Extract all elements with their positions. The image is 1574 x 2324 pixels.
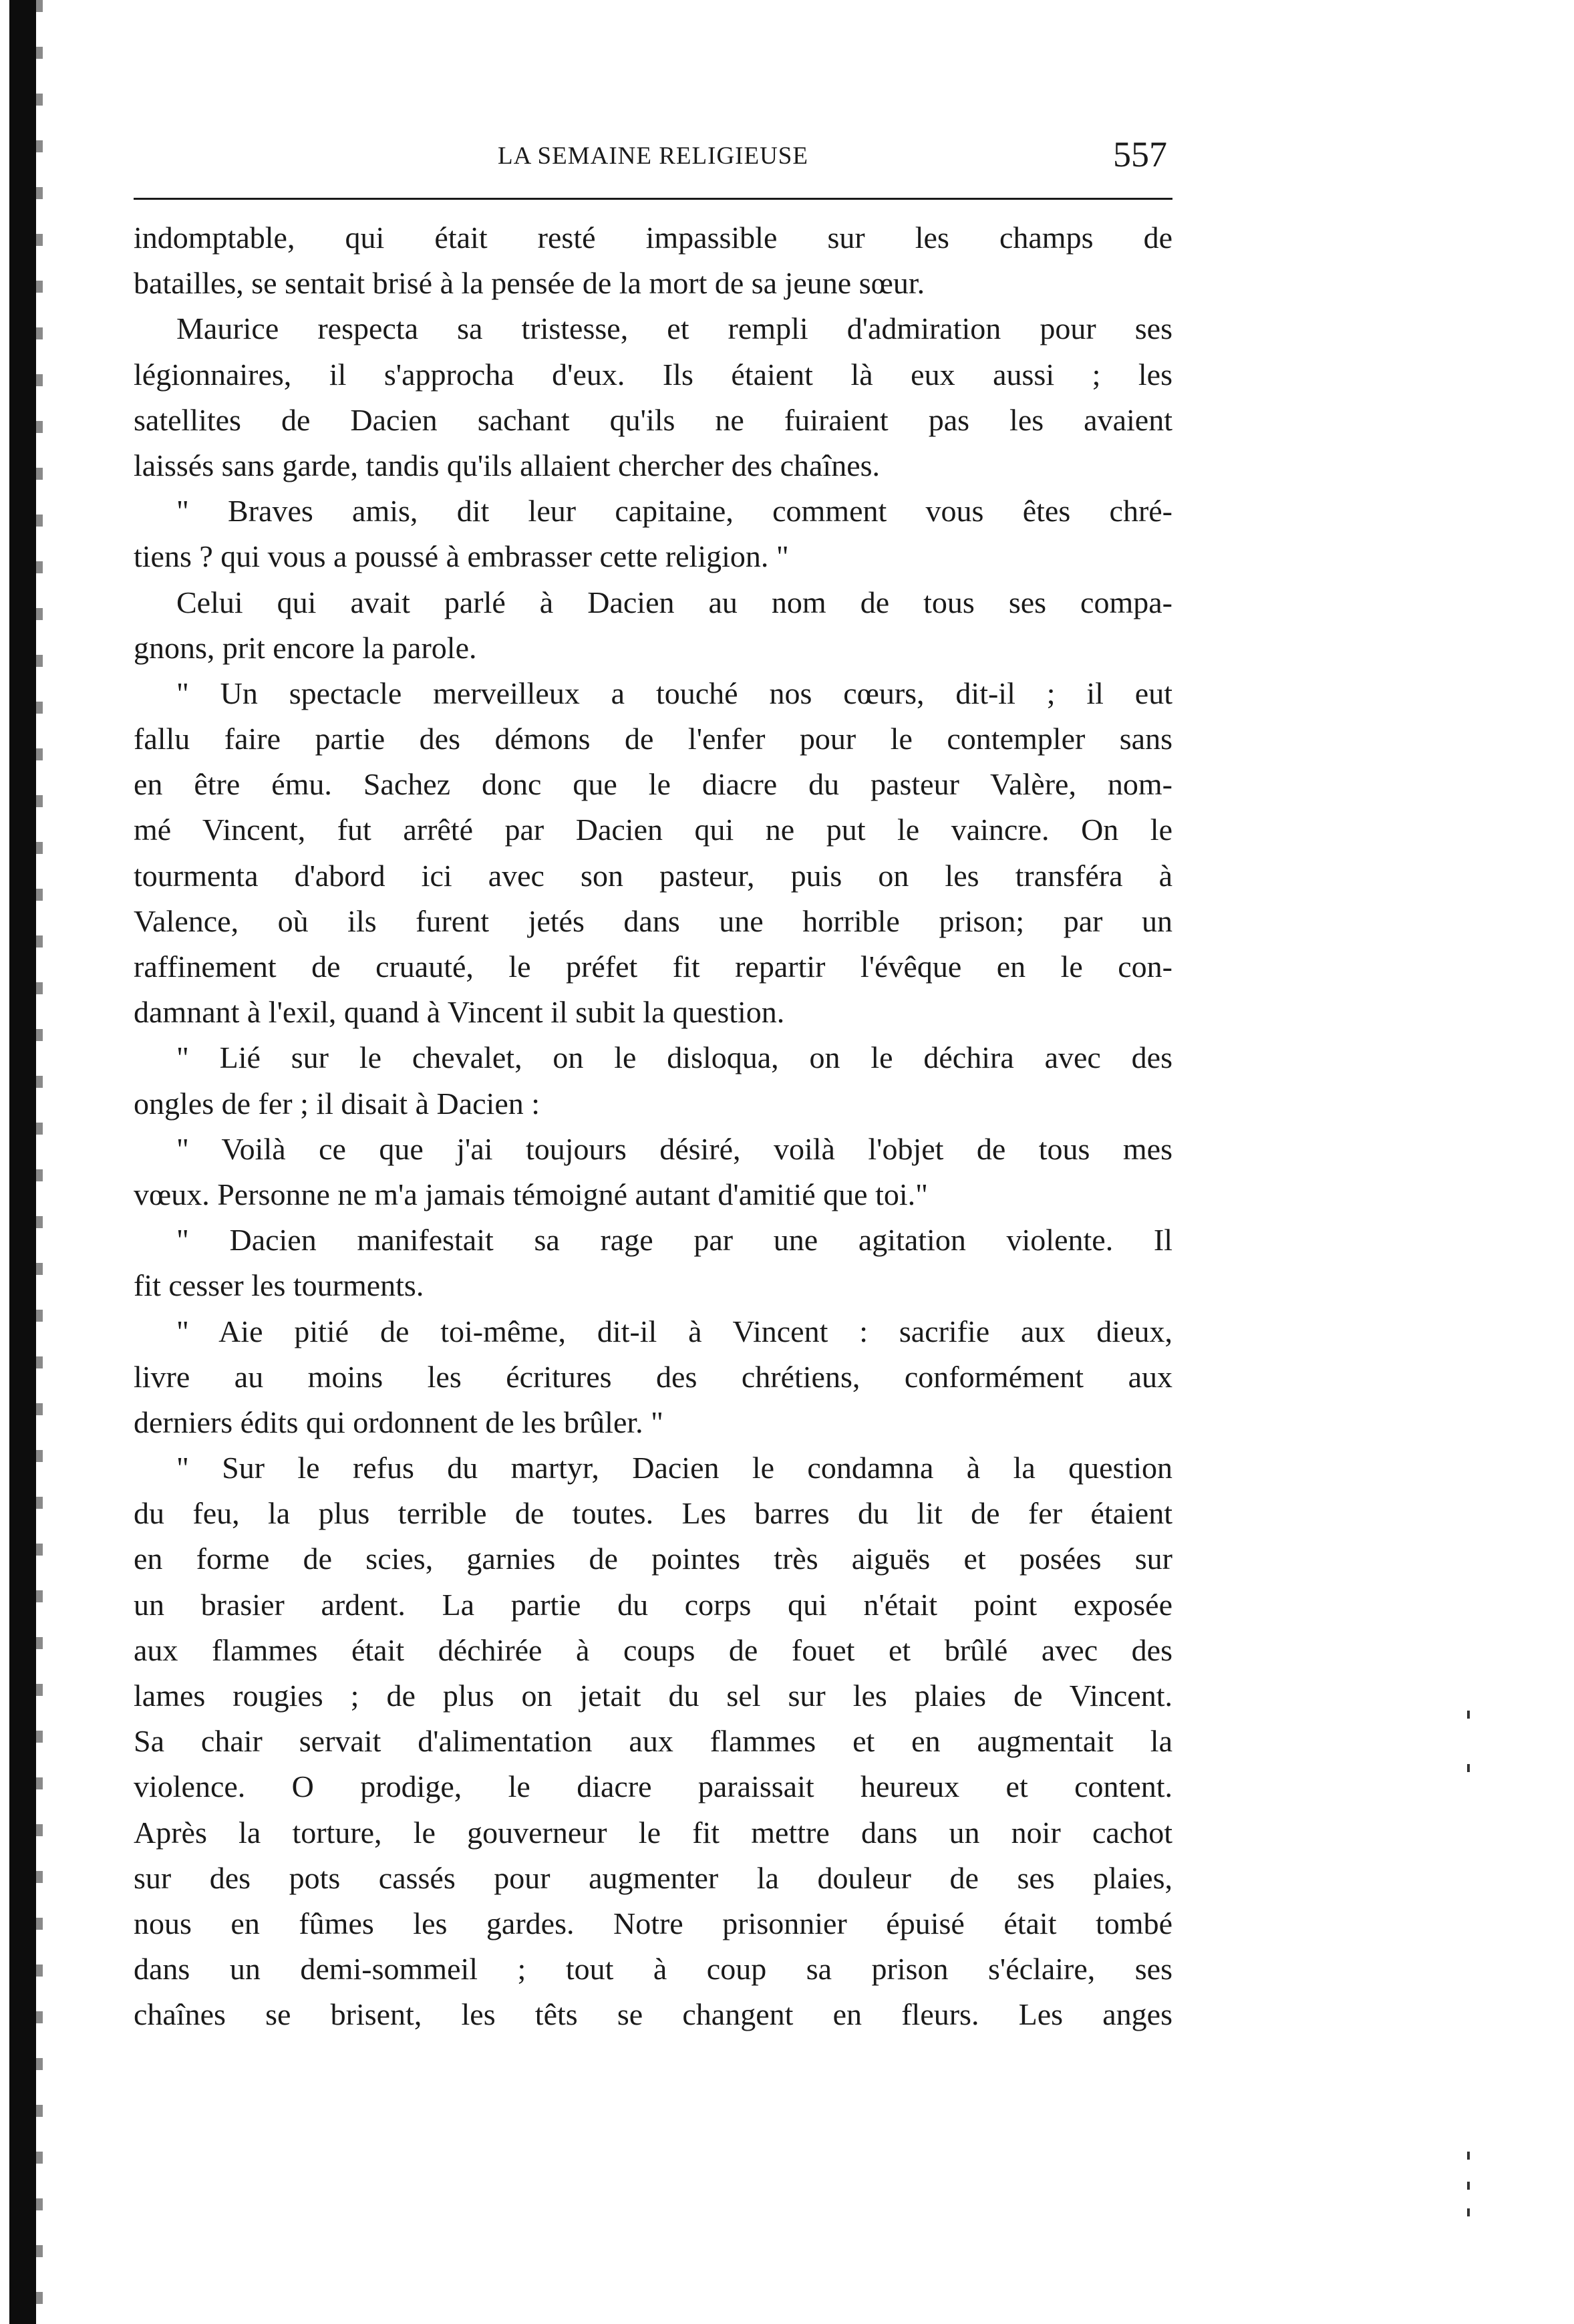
text-line: Maurice respecta sa tristesse, et rempli d'admiration pour ses (176, 311, 1172, 346)
text-line: damnant à l'exil, quand à Vincent il subit la question. (134, 995, 785, 1030)
text-line: fit cesser les tourments. (134, 1268, 424, 1303)
page-header (134, 134, 1172, 179)
page-number: 557 (1113, 134, 1167, 174)
text-line: chaînes se brisent, les têts se changent en fleurs. Les anges (134, 1997, 1172, 2032)
text-line: " Braves amis, dit leur capitaine, comment vous êtes chré- (176, 494, 1172, 529)
text-line: vœux. Personne ne m'a jamais témoigné autant d'amitié que toi." (134, 1177, 928, 1211)
text-line: légionnaires, il s'approcha d'eux. Ils étaient là eux aussi ; les (134, 357, 1172, 392)
text-line: " Lié sur le chevalet, on le disloqua, on le déchira avec des (176, 1040, 1172, 1075)
scan-binding-shadow (36, 0, 43, 2324)
text-line: mé Vincent, fut arrêté par Dacien qui ne put le vaincre. On le (134, 813, 1172, 847)
body-text (134, 215, 1172, 2038)
text-line: Après la torture, le gouverneur le fit mettre dans un noir cachot (134, 1815, 1172, 1850)
text-line: Valence, où ils furent jetés dans une horrible prison; par un (134, 903, 1172, 938)
scan-binding-edge (9, 0, 36, 2324)
text-line: tiens ? qui vous a poussé à embrasser cette religion. " (134, 539, 789, 574)
text-line: Sa chair servait d'alimentation aux flammes et en augmentait la (134, 1724, 1172, 1759)
scan-speck (1467, 2182, 1470, 2190)
text-line: laissés sans garde, tandis qu'ils allaient chercher des chaînes. (134, 448, 881, 482)
text-line: raffinement de cruauté, le préfet fit repartir l'évêque en le con- (134, 950, 1172, 984)
text-line: un brasier ardent. La partie du corps qui n'était point exposée (134, 1587, 1172, 1622)
text-line: violence. O prodige, le diacre paraissait heureux et content. (134, 1769, 1172, 1804)
text-line: en être ému. Sachez donc que le diacre du pasteur Valère, nom- (134, 767, 1172, 802)
scan-speck (1467, 1764, 1470, 1772)
text-line: aux flammes était déchirée à coups de fouet et brûlé avec des (134, 1632, 1172, 1667)
text-line: " Un spectacle merveilleux a touché nos cœurs, dit-il ; il eut (176, 676, 1172, 710)
text-line: batailles, se sentait brisé à la pensée de la mort de sa jeune sœur. (134, 266, 925, 301)
text-line: ongles de fer ; il disait à Dacien : (134, 1086, 540, 1121)
text-line: tourmenta d'abord ici avec son pasteur, puis on les transféra à (134, 858, 1172, 893)
text-line: nous en fûmes les gardes. Notre prisonnier épuisé était tombé (134, 1906, 1172, 1940)
text-line: en forme de scies, garnies de pointes très aiguës et posées sur (134, 1542, 1172, 1576)
header-rule (134, 198, 1172, 200)
text-line: fallu faire partie des démons de l'enfer pour le contempler sans (134, 722, 1172, 756)
running-head: LA SEMAINE RELIGIEUSE (498, 142, 808, 170)
text-line: du feu, la plus terrible de toutes. Les barres du lit de fer étaient (134, 1496, 1172, 1531)
text-line: dans un demi-sommeil ; tout à coup sa prison s'éclaire, ses (134, 1952, 1172, 1987)
scan-speck (1467, 2208, 1470, 2216)
text-line: " Dacien manifestait sa rage par une agitation violente. Il (176, 1223, 1172, 1258)
scan-speck (1467, 1711, 1470, 1719)
text-line: sur des pots cassés pour augmenter la douleur de ses plaies, (134, 1860, 1172, 1895)
text-line: indomptable, qui était resté impassible sur les champs de (134, 221, 1172, 255)
text-line: " Aie pitié de toi-même, dit-il à Vincent : sacrifie aux dieux, (176, 1314, 1172, 1348)
text-line: derniers édits qui ordonnent de les brûler. " (134, 1405, 663, 1439)
text-line: Celui qui avait parlé à Dacien au nom de tous ses compa- (176, 585, 1172, 619)
text-line: livre au moins les écritures des chrétiens, conformément aux (134, 1359, 1172, 1394)
text-line: " Voilà ce que j'ai toujours désiré, voilà l'objet de tous mes (176, 1131, 1172, 1166)
text-line: gnons, prit encore la parole. (134, 630, 477, 665)
text-line: satellites de Dacien sachant qu'ils ne fuiraient pas les avaient (134, 402, 1172, 437)
text-line: " Sur le refus du martyr, Dacien le condamna à la question (176, 1451, 1172, 1485)
scan-speck (1467, 2152, 1470, 2160)
text-line: lames rougies ; de plus on jetait du sel sur les plaies de Vincent. (134, 1679, 1172, 1713)
